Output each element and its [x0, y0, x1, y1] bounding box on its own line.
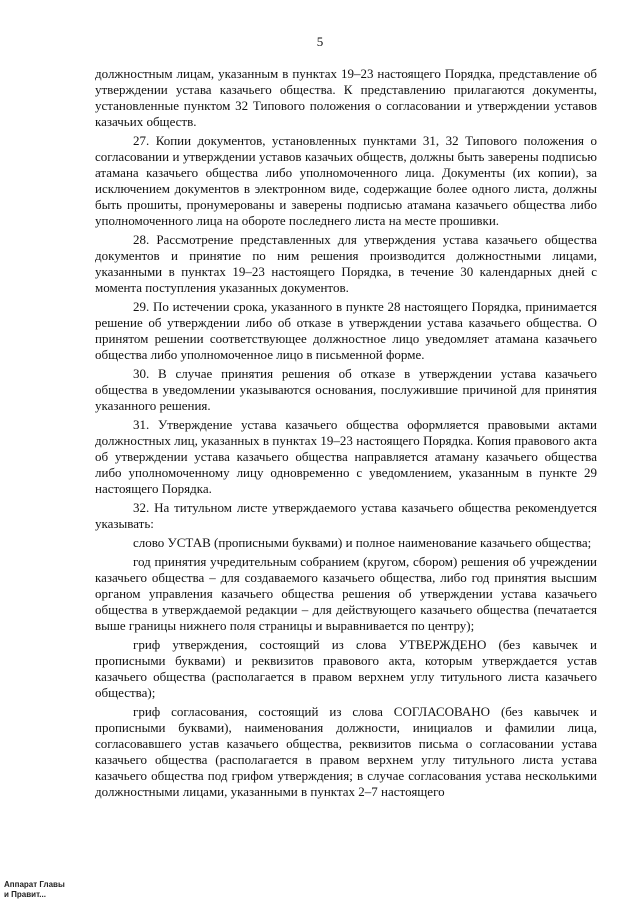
paragraph: слово УСТАВ (прописными буквами) и полное наименование казачьего общества;: [133, 535, 592, 550]
paragraph: 29. По истечении срока, указанного в пункте 28 настоящего Порядка, принимается решение об утверждении либо об отказе в утверждении устава казачьего общества. О принятом решении соответствующее должностное лицо уведомляет атамана казачьего общества либо уполномоченное лицо в письменной форме.: [95, 299, 597, 362]
paragraph: 31. Утверждение устава казачьего общества оформляется правовыми актами должностных лиц, указанных в пунктах 19–23 настоящего Порядка. Копия правового акта об утверждении устава казачьего общества направляется атаману казачьего общества либо уполномоченному лицу одновременно с уведомлением, указанным в пункте 29 настоящего Порядка.: [95, 417, 597, 496]
footer-line-1: Аппарат Главы: [4, 880, 65, 889]
footer-stamp: [4, 880, 65, 900]
paragraph: 32. На титульном листе утверждаемого устава казачьего общества рекомендуется указывать:: [95, 500, 597, 531]
footer-line-2: и Правит...: [4, 890, 46, 899]
paragraph: гриф утверждения, состоящий из слова УТВЕРЖДЕНО (без кавычек и прописными буквами) и реквизитов правового акта, которым утверждается устав казачьего общества (располагается в правом верхнем углу титульного листа казачьего общества);: [95, 637, 597, 700]
paragraph: 28. Рассмотрение представленных для утверждения устава казачьего общества документов и принятие по ним решения производится должностными лицами, указанными в пунктах 19–23 настоящего Порядка, в течение 30 календарных дней с момента поступления указанных документов.: [95, 232, 597, 295]
paragraph: год принятия учредительным собранием (кругом, сбором) решения об учреждении казачьего общества – для создаваемого казачьего общества, либо год принятия высшим органом управления казачьего общества решения об утверждении устава казачьего общества в утверждаемой редакции – для действующего казачьего общества (печатается выше границы нижнего поля страницы и выравнивается по центру);: [95, 554, 597, 633]
paragraph: должностным лицам, указанным в пунктах 19–23 настоящего Порядка, представление об утверждении устава казачьего общества. К представлению прилагаются документы, установленные пунктом 32 Типового положения о согласовании и утверждении уставов казачьих обществ.: [95, 66, 597, 129]
paragraph: 27. Копии документов, установленных пунктами 31, 32 Типового положения о согласовании и утверждении уставов казачьих обществ, должны быть заверены подписью атамана казачьего общества либо уполномоченного лица. Документы (их копии), за исключением документов в электронном виде, содержащие более одного листа, должны быть прошиты, пронумерованы и заверены подписью атамана казачьего общества либо уполномоченного лица на обороте последнего листа на месте прошивки.: [95, 133, 597, 228]
document-body: [95, 66, 597, 803]
page-number: 5: [316, 34, 324, 49]
paragraph: гриф согласования, состоящий из слова СОГЛАСОВАНО (без кавычек и прописными буквами), наименования должности, инициалов и фамилии лица, согласовавшего устав казачьего общества, реквизитов письма о согласовании устава казачьего общества (располагается в правом верхнем углу титульного листа устава казачьего общества под грифом утверждения; в случае согласования устава несколькими должностными лицами, указанными в пунктах 2–7 настоящего: [95, 704, 597, 799]
paragraph: 30. В случае принятия решения об отказе в утверждении устава казачьего общества в уведомлении указываются основания, послужившие причиной для принятия указанного решения.: [95, 366, 597, 413]
